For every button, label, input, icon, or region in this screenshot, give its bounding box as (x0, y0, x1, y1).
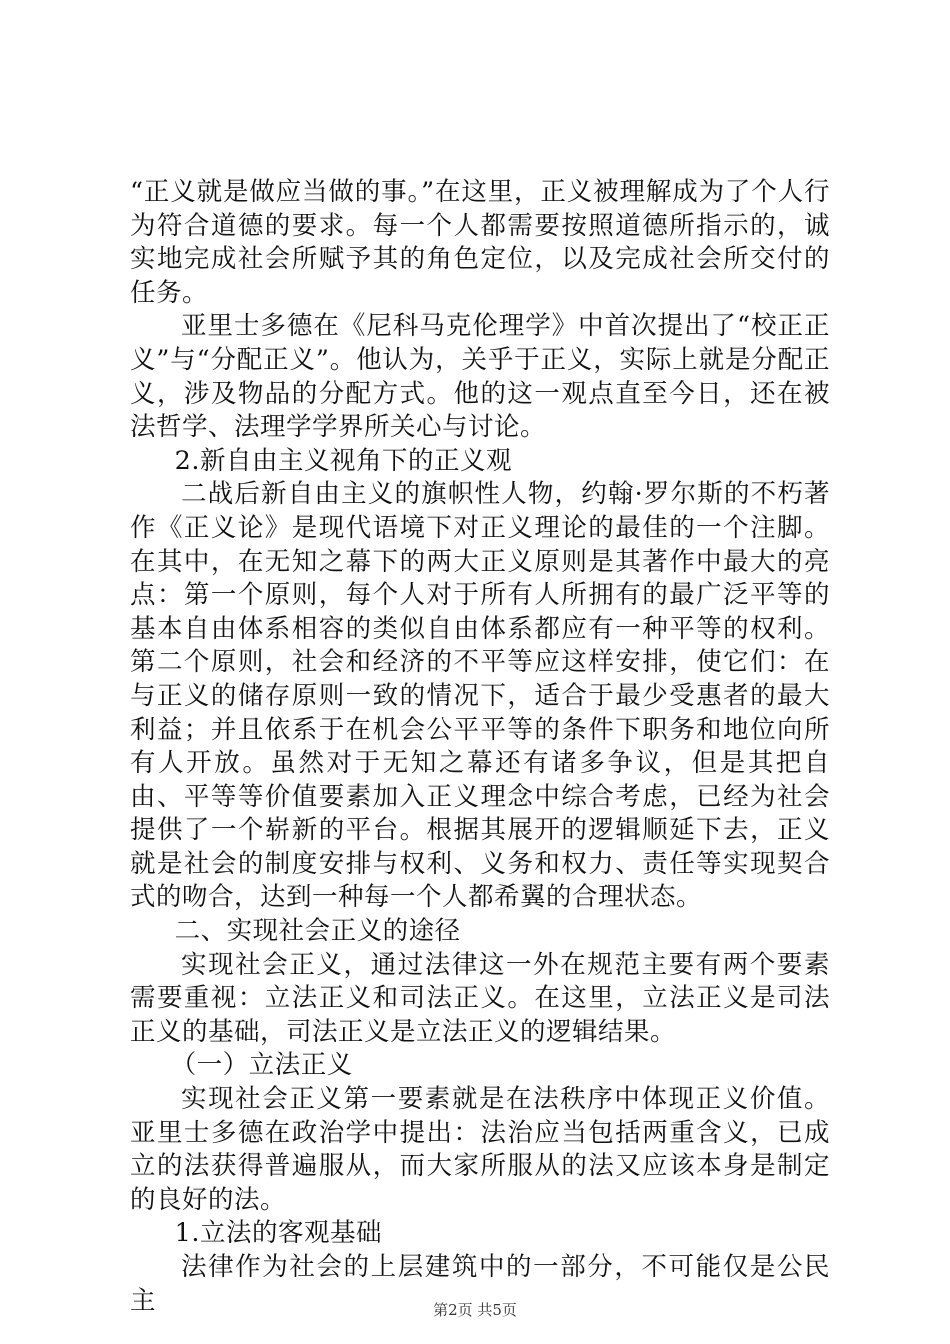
paragraph-law-superstructure: 法律作为社会的上层建筑中的一部分，不可能仅是公民主 (130, 1252, 830, 1316)
paragraph-rawls-theory: 二战后新自由主义的旗帜性人物，约翰·罗尔斯的不朽著作《正义论》是现代语境下对正义理论的最佳的一个注脚。在其中，在无知之幕下的两大正义原则是其著作中最大的亮点：第一个原则，每个人对于所有人所拥有的最广泛平等的基本自由体系相容的类似自由体系都应有一种平等的权利。第二个原则，社会和经济的不平等应这样安排，使它们：在与正义的储存原则一致的情况下，适合于最少受惠者的最大利益；并且依系于在机会公平平等的条件下职务和地位向所有人开放。虽然对于无知之幕还有诸多争议，但是其把自由、平等等价值要素加入正义理念中综合考虑，已经为社会提供了一个崭新的平台。根据其展开的逻辑顺延下去，正义就是社会的制度安排与权利、义务和权力、责任等实现契合式的吻合，达到一种每一个人都希翼的合理状态。 (130, 479, 830, 913)
subheading-legislative-justice: （一）立法正义 (170, 1050, 353, 1081)
paragraph-first-element: 实现社会正义第一要素就是在法秩序中体现正义价值。亚里士多德在政治学中提出：法治应当包括两重含义，已成立的法获得普遍服从，而大家所服从的法又应该本身是制定的良好的法。 (130, 1084, 830, 1215)
section-heading-paths: 二、实现社会正义的途径 (174, 916, 461, 947)
page-number-footer: 第2页 共5页 (433, 1301, 517, 1319)
paragraph-justice-definition: “正义就是做应当做的事。”在这里，正义被理解成为了个人行为符合道德的要求。每一个人都需要按照道德所指示的，诚实地完成社会所赋予其的角色定位，以及完成社会所交付的任务。 (130, 177, 830, 308)
paragraph-two-elements: 实现社会正义，通过法律这一外在规范主要有两个要素需要重视：立法正义和司法正义。在这里，立法正义是司法正义的基础，司法正义是立法正义的逻辑结果。 (130, 949, 830, 1047)
paragraph-aristotle-justice: 亚里士多德在《尼科马克伦理学》中首次提出了“校正正义”与“分配正义”。他认为，关乎于正义，实际上就是分配正义，涉及物品的分配方式。他的这一观点直至今日，还在被法哲学、法理学学界所关心与讨论。 (130, 311, 830, 443)
document-body (130, 176, 830, 1318)
subheading-objective-basis: 1.立法的客观基础 (174, 1218, 382, 1249)
subheading-neoliberal-view: 2.新自由主义视角下的正义观 (174, 445, 512, 476)
